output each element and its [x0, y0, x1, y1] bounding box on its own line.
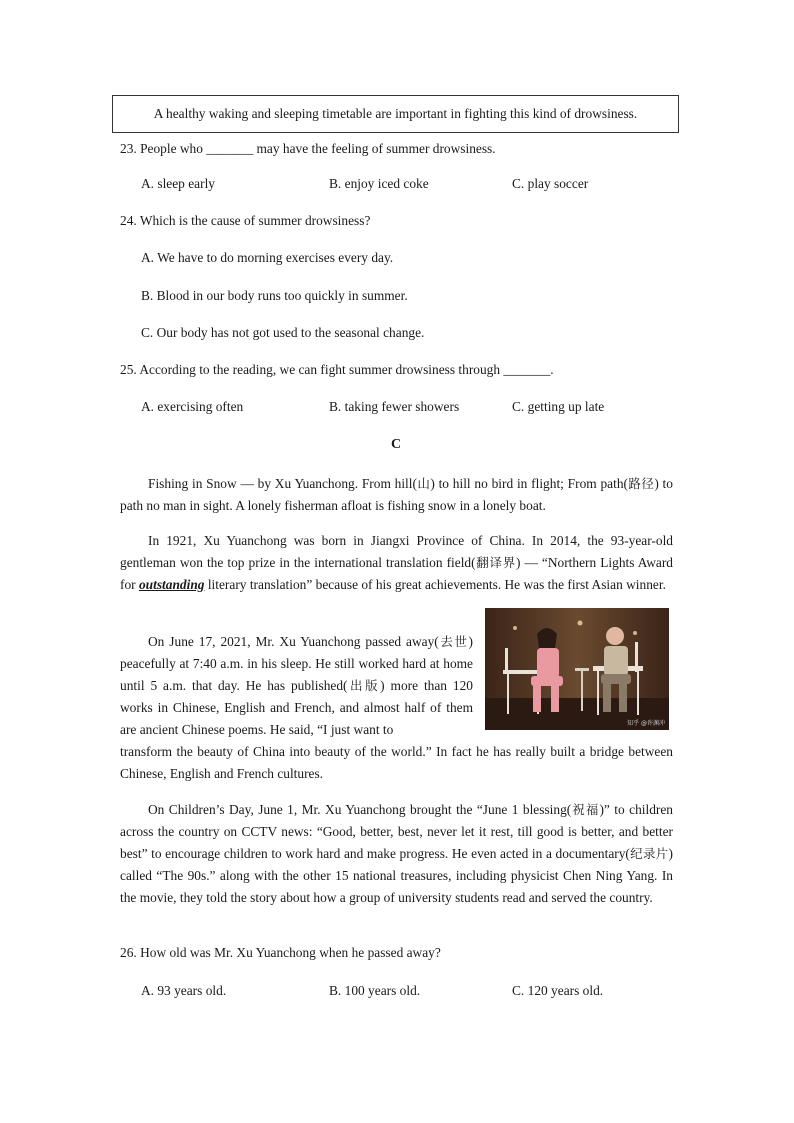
key-sentence-text: A healthy waking and sleeping timetable are important in fighting this kind of drowsiness.: [153, 106, 638, 121]
question-24-option-a: A. We have to do morning exercises every day.: [141, 250, 394, 265]
paragraph-poem: Fishing in Snow — by Xu Yuanchong. From hill(山) to hill no bird in flight; From path(路径) to path no man in sight. A lonely fisherman afloat is fishing snow in a lonely boat.: [120, 476, 673, 513]
question-26-stem: 26. How old was Mr. Xu Yuanchong when he passed away?: [120, 945, 441, 960]
paragraph-biography: In 1921, Xu Yuanchong was born in Jiangxi Province of China. In 2014, the 93-year-old gentleman won the top prize in the international translation field(翻译界) — “Northern Lights Award for outstanding literary translation” because of his great achievements. He was the first Asian winner.: [120, 533, 673, 592]
question-26-option-a: A. 93 years old.: [141, 983, 227, 998]
keyword-outstanding: outstanding: [138, 577, 205, 592]
question-25-stem: 25. According to the reading, we can fight summer drowsiness through _______.: [120, 362, 554, 377]
question-24-option-b: B. Blood in our body runs too quickly in summer.: [141, 288, 408, 303]
photo-watermark: 知乎 @许渊冲: [627, 720, 665, 727]
interview-image: [485, 608, 669, 730]
question-23-option-c: C. play soccer: [512, 176, 589, 191]
question-26-option-c: C. 120 years old.: [512, 983, 604, 998]
paragraph-passed-away-continued: transform the beauty of China into beauty of the world.” In fact he has really built a bridge between Chinese, English and French cultures.: [120, 744, 673, 781]
question-24-option-c: C. Our body has not got used to the seasonal change.: [141, 325, 425, 340]
key-sentence-box: [112, 95, 679, 133]
question-23-option-b: B. enjoy iced coke: [329, 176, 429, 191]
question-24-stem: 24. Which is the cause of summer drowsiness?: [120, 213, 371, 228]
question-25-option-c: C. getting up late: [512, 399, 605, 414]
paragraph-childrens-day: On Children’s Day, June 1, Mr. Xu Yuanchong brought the “June 1 blessing(祝福)” to children across the country on CCTV news: “Good, better, best, never let it rest, till good is better, and better best” to encourage children to work hard and make progress. He even acted in a documentary(纪录片) called “The 90s.” along with the other 15 national treasures, including physicist Chen Ning Yang. In the movie, they told the story about how a group of university students read and served the country.: [120, 802, 674, 905]
section-title: C: [391, 437, 402, 452]
paragraph-passed-away: On June 17, 2021, Mr. Xu Yuanchong passed away(去世) peacefully at 7:40 a.m. in his sleep. He still worked hard at home until 5 a.m. that day. He has published(出版) more than 120 works in Chinese, English and French, and almost half of them are ancient Chinese poems. He said, “I just want to: [120, 634, 473, 737]
question-23-stem: 23. People who _______ may have the feeling of summer drowsiness.: [120, 141, 496, 156]
question-26-option-b: B. 100 years old.: [329, 983, 421, 998]
question-25-option-b: B. taking fewer showers: [329, 399, 460, 414]
question-25-option-a: A. exercising often: [141, 399, 244, 414]
photo-interview: [485, 608, 669, 730]
question-23-option-a: A. sleep early: [141, 176, 215, 191]
